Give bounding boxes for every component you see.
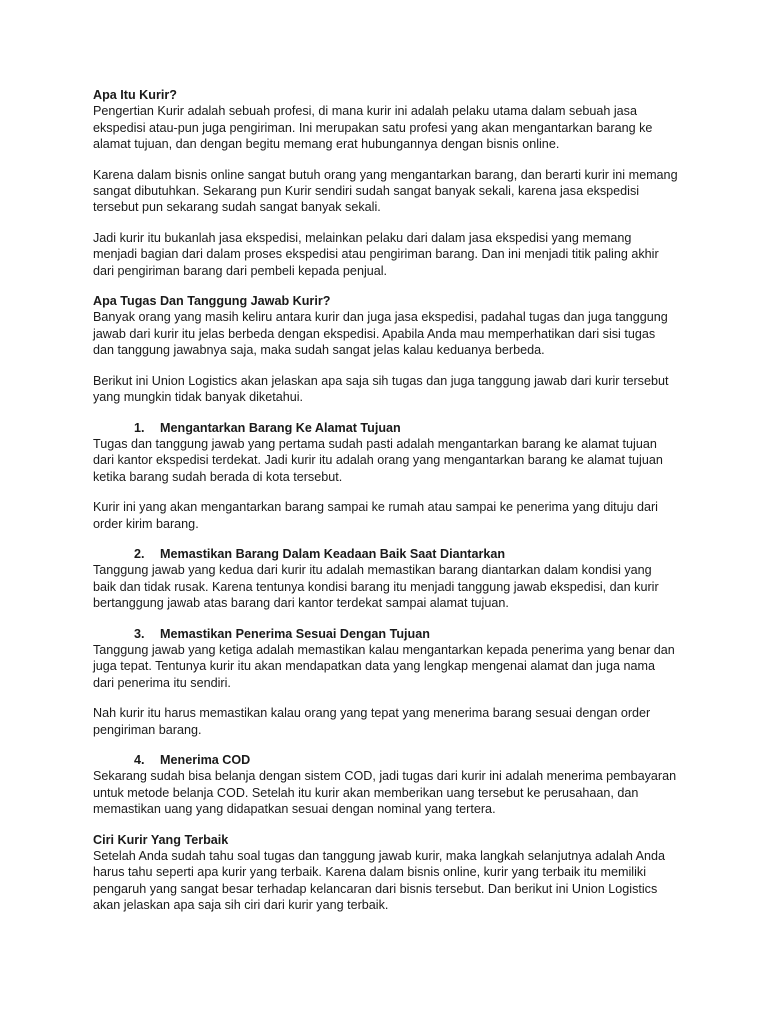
list-number: 1. xyxy=(134,420,145,435)
paragraph: Setelah Anda sudah tahu soal tugas dan tanggung jawab kurir, maka langkah selanjutnya adalah Anda harus tahu seperti apa kurir yang terbaik. Karena dalam bisnis online, kurir yang terbaik itu memiliki pengaruh yang sangat besar terhadap kelancaran dari bisnis tersebut. Dan berikut ini Union Logistics akan jelaskan apa saja sih ciri dari kurir yang terbaik. xyxy=(93,849,666,913)
paragraph: Kurir ini yang akan mengantarkan barang sampai ke rumah atau sampai ke penerima yang dituju dari order kirim barang. xyxy=(93,500,658,531)
section-heading-ciri-kurir: Ciri Kurir Yang Terbaik xyxy=(93,832,229,847)
paragraph: Nah kurir itu harus memastikan kalau orang yang tepat yang menerima barang sesuai dengan order pengiriman barang. xyxy=(93,706,651,737)
paragraph: Tanggung jawab yang kedua dari kurir itu adalah memastikan barang diantarkan dalam kondisi yang baik dan tidak rusak. Karena tentunya kondisi barang itu menjadi tanggung jawab ekspedisi, dan kurir bertanggung jawab atas barang dari kantor terdekat sampai alamat tujuan. xyxy=(93,563,659,611)
paragraph: Pengertian Kurir adalah sebuah profesi, di mana kurir ini adalah pelaku utama dalam sebuah jasa ekspedisi atau-pun juga pengiriman. Ini merupakan satu profesi yang akan mengantarkan barang ke alamat tujuan, dan dengan begitu memang erat hubungannya dengan bisnis online. xyxy=(93,104,653,152)
list-number: 3. xyxy=(134,626,145,641)
section-heading-apa-itu-kurir: Apa Itu Kurir? xyxy=(93,88,177,102)
section-heading-tugas-kurir: Apa Tugas Dan Tanggung Jawab Kurir? xyxy=(93,294,331,309)
paragraph: Sekarang sudah bisa belanja dengan sistem COD, jadi tugas dari kurir ini adalah menerima pembayaran untuk metode belanja COD. Setelah itu kurir akan memberikan uang tersebut ke perusahaan, dan memastikan uang yang didapatkan sesuai dengan nominal yang tertera. xyxy=(93,769,677,817)
list-title: Mengantarkan Barang Ke Alamat Tujuan xyxy=(160,420,401,435)
list-item-heading-1 xyxy=(93,420,678,436)
paragraph: Banyak orang yang masih keliru antara kurir dan juga jasa ekspedisi, padahal tugas dan juga tanggung jawab dari kurir itu jelas berbeda dengan ekspedisi. Apabila Anda mau memperhatikan dari sisi tugas dan tanggung jawabnya saja, maka sudah sangat jelas kalau keduanya berbeda. xyxy=(93,310,668,358)
paragraph: Tanggung jawab yang ketiga adalah memastikan kalau mengantarkan kepada penerima yang benar dan juga tepat. Tentunya kurir itu akan mendapatkan data yang lengkap mengenai alamat dan juga nama dari penerima itu sendiri. xyxy=(93,642,675,690)
list-item-heading-4 xyxy=(93,752,678,768)
list-item-heading-2 xyxy=(93,546,678,562)
paragraph: Karena dalam bisnis online sangat butuh orang yang mengantarkan barang, dan berarti kurir ini memang sangat dibutuhkan. Sekarang pun Kurir sendiri sudah sangat banyak sekali, karena jasa ekspedisi tersebut pun sekarang sudah sangat banyak sekali. xyxy=(93,167,678,215)
list-number: 2. xyxy=(134,546,145,561)
list-number: 4. xyxy=(134,753,145,767)
list-item-heading-3 xyxy=(93,626,678,642)
list-title: Memastikan Penerima Sesuai Dengan Tujuan xyxy=(160,626,430,641)
paragraph: Tugas dan tanggung jawab yang pertama sudah pasti adalah mengantarkan barang ke alamat tujuan dari kantor ekspedisi terdekat. Jadi kurir itu adalah orang yang mengantarkan barang ke alamat tujuan ketika barang sudah berada di kota tersebut. xyxy=(93,436,663,484)
list-title: Memastikan Barang Dalam Keadaan Baik Saat Diantarkan xyxy=(160,546,506,561)
paragraph: Berikut ini Union Logistics akan jelaskan apa saja sih tugas dan juga tanggung jawab dari kurir tersebut yang mungkin tidak banyak diketahui. xyxy=(93,373,669,405)
paragraph: Jadi kurir itu bukanlah jasa ekspedisi, melainkan pelaku dari dalam jasa ekspedisi yang memang menjadi bagian dari dalam proses ekspedisi atau pengiriman barang. Dan ini menjadi titik paling akhir dari pengiriman barang dari pembeli kepada penjual. xyxy=(93,230,659,278)
list-title: Menerima COD xyxy=(160,753,251,767)
